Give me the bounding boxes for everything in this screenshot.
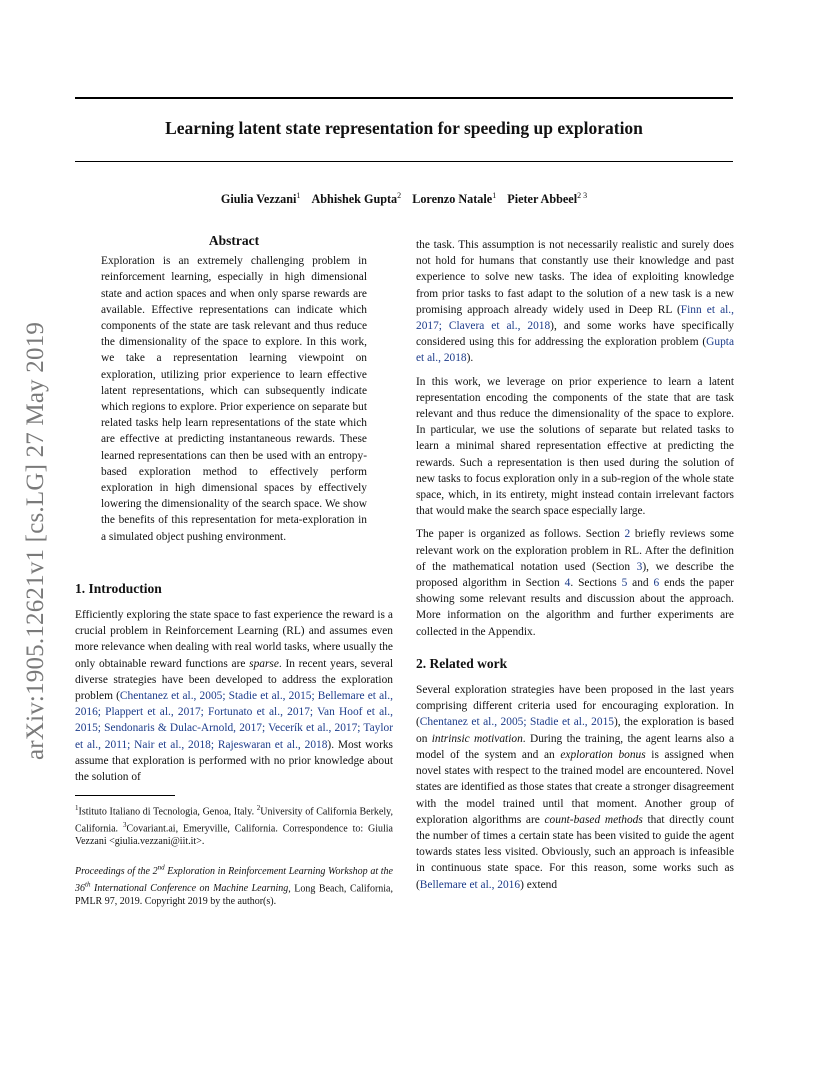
- text-run: ), we describe the proposed algorithm in Section: [416, 560, 734, 590]
- text-run: ), and some works have specifically considered using this for addressing the exploration problem (: [416, 320, 735, 349]
- emphasis: exploration bonus: [560, 748, 646, 761]
- intro-paragraph-1: [75, 607, 393, 785]
- abstract-text: Exploration is an extremely challenging problem in reinforcement learning, especially in high dimensional state and action spaces and when only sparse rewards are available. Effective representations can indicate which components of the state are task relevant and thus reduce the dimensionality of the space to explore. In this work, we take a representation learning viewpoint on exploration, utilizing prior experience to learn effective latent representations, which can subsequently indicate which regions to explore. Prior experience on separate but related tasks help learn representations of the state which are effective at predicting instantaneous rewards. These learned representations can then be used with an entropy-based exploration method to effectively perform exploration in high dimensional spaces by effectively lowering the dimensionality of the search space. We show the benefits of this representation for meta-exploration in a simulated object pushing environment.: [101, 255, 367, 543]
- footnote-marker: 2: [256, 804, 261, 813]
- text-run: University of California Berkely, California.: [75, 806, 393, 835]
- section-ref-link[interactable]: 5: [621, 577, 628, 590]
- introduction-heading: 1. Introduction: [75, 580, 162, 596]
- footnote-rule: [75, 795, 175, 796]
- text-run: Exploration in Reinforcement Learning Workshop at the 36: [75, 866, 393, 894]
- text-run: . Sections: [570, 577, 622, 590]
- intro-paragraph-3: [416, 526, 734, 639]
- text-run: Several exploration strategies have been proposed in the last years comprising different criteria used for encouraging exploration. In (: [416, 684, 734, 729]
- text-run: ). Most works assume that exploration is performed with no prior knowledge about the solution of: [75, 738, 393, 784]
- text-run: The paper is organized as follows. Section: [416, 528, 625, 541]
- intro-paragraph-1-continued: [416, 237, 734, 367]
- text-run: ), the exploration is based on: [416, 716, 734, 745]
- text-run: the task. This assumption is not necessarily realistic and surely does not hold for humans that constantly use their knowledge and past experience to solve new tasks. The idea of exploiting knowledge from prior tasks to fast adapt to the solution of a new task is a new promising approach already widely used in Deep RL (: [416, 239, 734, 316]
- text-run: . In recent years, several diverse strategies have been developed to address the exploration problem (: [75, 657, 393, 703]
- author-list: [75, 191, 733, 207]
- text-run: is assigned when novel states with respect to the trained model are encountered. Novel states are identified as those states that create a stronger disagreement with the model trained until that moment. Another group of exploration algorithms are: [416, 748, 734, 826]
- author-affiliation: 2: [397, 191, 402, 200]
- section-ref-link[interactable]: 4: [564, 577, 571, 590]
- text-run: Efficiently exploring the state space to fast experience the reward is a crucial problem in Reinforcement Learning (RL) and assumes even more relevance when dealing with real world tasks, where usually the only obtainable reward functions are: [75, 609, 393, 670]
- author: [221, 192, 301, 206]
- author-affiliation: 1: [296, 191, 301, 200]
- text-run: Covariant.ai, Emeryville, California. Correspondence to: Giulia Vezzani <giulia.vezzani@iit.it>.: [75, 823, 393, 848]
- title-bottom-rule: [75, 161, 733, 162]
- text-run: , Long Beach, California, PMLR 97, 2019. Copyright 2019 by the author(s).: [75, 882, 393, 907]
- text-run: ) extend: [520, 878, 558, 891]
- affiliations-footnote: [75, 802, 393, 848]
- citation-link[interactable]: Finn et al., 2017; Clavera et al., 2018: [416, 303, 734, 333]
- author-affiliation: 2 3: [577, 191, 588, 200]
- section-ref-link[interactable]: 6: [653, 577, 660, 590]
- emphasis: intrinsic motivation: [431, 732, 523, 745]
- emphasis: sparse: [249, 657, 279, 670]
- citation-link[interactable]: Bellemare et al., 2016: [419, 878, 521, 891]
- text-run: . During the training, the agent learns also a model of the system and an: [416, 732, 734, 761]
- abstract-heading: Abstract: [208, 233, 260, 248]
- author-name: Giulia Vezzani: [220, 192, 297, 207]
- footnote-marker: 1: [75, 804, 79, 813]
- author-affiliation: 1: [492, 191, 497, 200]
- author: [311, 192, 401, 206]
- text-run: ends the paper showing some relevant results and discussion about the approach. More information on the algorithm and further experiments are collected in the Appendix.: [416, 577, 734, 638]
- paper-title: Learning latent state representation for speeding up exploration: [165, 118, 643, 138]
- author: [507, 192, 587, 206]
- text-run: ).: [466, 352, 474, 365]
- related-work-heading: 2. Related work: [416, 655, 508, 671]
- text-run: and: [627, 577, 654, 590]
- author: [412, 192, 496, 206]
- text-run: briefly reviews some relevant work on the exploration problem in RL. After the definition of the mathematical notation used (Section: [416, 528, 734, 573]
- citation-link[interactable]: Chentanez et al., 2005; Stadie et al., 2015; Bellemare et al., 2016; Plappert et al., 2017; Fortunato et al., 2017; Van Hoof et al., 2015; Sendonaris & Dulac-Arnold, 2017; Vecerík et al., 2017; Taylor et al., 2011; Nair et al., 2018; Rajeswaran et al., 2018: [75, 690, 393, 751]
- emphasis: count-based methods: [544, 813, 643, 826]
- ordinal-suffix: th: [85, 880, 91, 889]
- text-run: Istituto Italiano di Tecnologia, Genoa, Italy.: [78, 806, 257, 818]
- text-run: International Conference on Machine Learning: [90, 882, 289, 894]
- footnote-marker: 3: [122, 821, 127, 830]
- author-name: Lorenzo Natale: [412, 192, 493, 207]
- proceedings-footnote: [75, 862, 393, 908]
- text-run: Proceedings of the 2: [75, 866, 158, 878]
- right-column: [416, 237, 734, 900]
- citation-link[interactable]: Gupta et al., 2018: [416, 336, 734, 365]
- text-run: that directly count the number of times a certain state has been visited to guide the agent towards states less visited. Obviously, such an approach is infeasible in continuous state space. For this reason, some works such as (: [416, 813, 734, 891]
- ordinal-suffix: nd: [157, 863, 165, 872]
- intro-paragraph-2: In this work, we leverage on prior experience to learn a latent representation encoding the components of the state that are task relevant and thus reduce the dimensionality of the space to explore. In particular, we use the solutions of separate but related tasks to learn a minimal shared representation effective at predicting the rewards. Such a representation is then used during the solution of new tasks to focus exploration only in a sub-region of the whole state space, which, in its entirety, might instead contain irrelevant factors that would make the search space especially large.: [416, 375, 734, 518]
- top-rule: [75, 97, 733, 99]
- arxiv-identifier-stamp: arXiv:1905.12621v1 [cs.LG] 27 May 2019: [22, 321, 49, 760]
- section-ref-link[interactable]: 2: [624, 528, 631, 541]
- author-name: Pieter Abbeel: [507, 192, 578, 207]
- citation-link[interactable]: Chentanez et al., 2005; Stadie et al., 2015: [419, 716, 614, 729]
- section-ref-link[interactable]: 3: [636, 560, 643, 573]
- left-column: [75, 233, 393, 908]
- related-work-paragraph-1: [416, 682, 734, 893]
- author-name: Abhishek Gupta: [311, 192, 398, 207]
